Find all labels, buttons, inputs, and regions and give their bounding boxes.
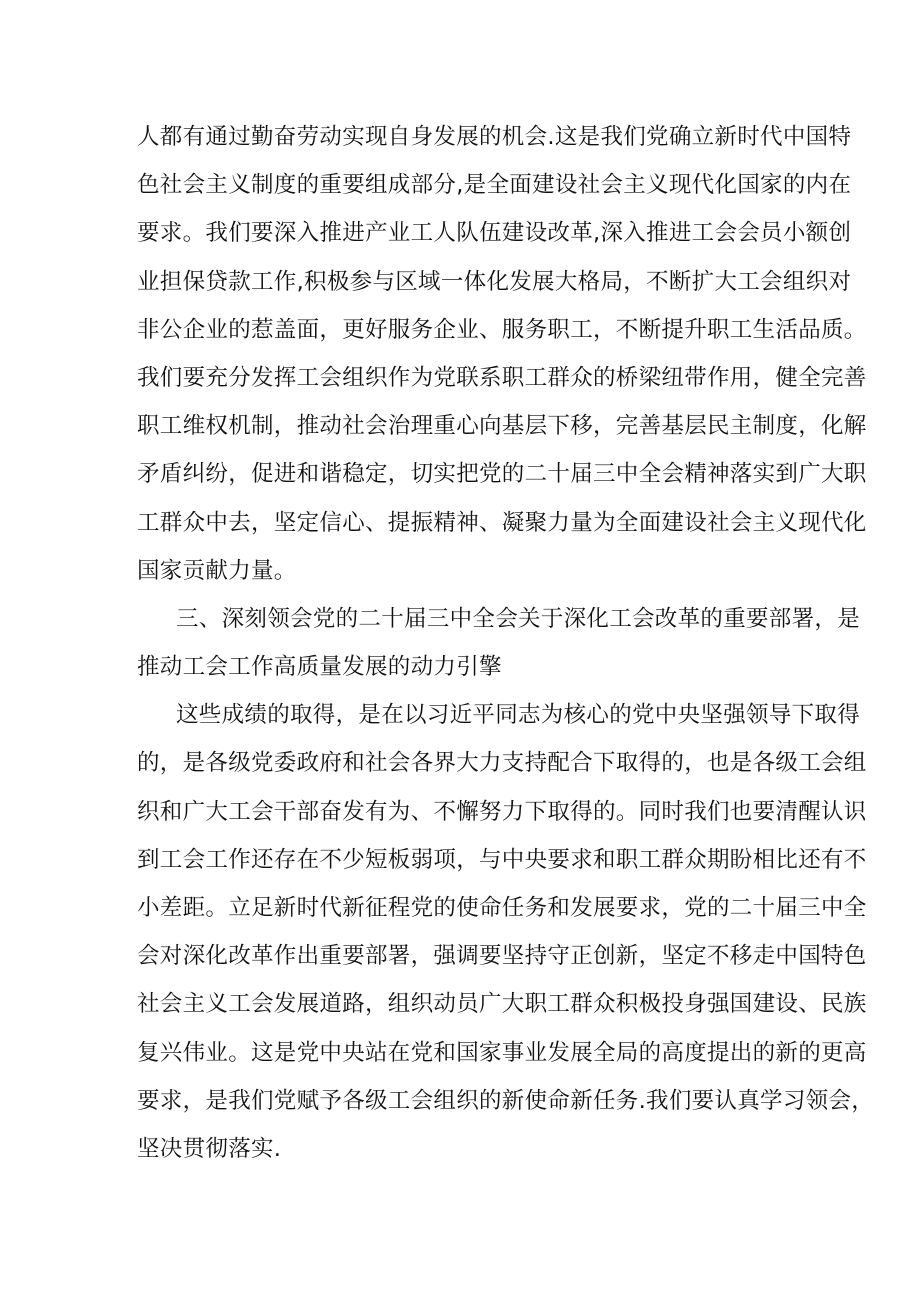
text-line: 工群众中去，坚定信心、提振精神、凝聚力量为全面建设社会主义现代化 (137, 509, 867, 536)
text-line: 的，是各级党委政府和社会各界大力支持配合下取得的，也是各级工会组 (137, 750, 867, 777)
text-line: 复兴伟业。这是党中央站在党和国家事业发展全局的高度提出的新的更高 (137, 1039, 867, 1066)
text-line: 到工会工作还存在不少短板弱项，与中央要求和职工群众期盼相比还有不 (137, 846, 867, 873)
section-heading-line: 三、深刻领会党的二十届三中全会关于深化工会改革的重要部署，是 (176, 605, 861, 632)
document-body (137, 113, 875, 1173)
text-line: 坚决贯彻落实. (137, 1135, 282, 1162)
text-line: 小差距。立足新时代新征程党的使命任务和发展要求，党的二十届三中全 (137, 895, 867, 921)
text-line: 人都有通过勤奋劳动实现自身发展的机会.这是我们党确立新时代中国特 (137, 124, 852, 150)
text-line: 非公企业的惹盖面，更好服务企业、服务职工，不断提升职工生活品质。 (137, 316, 867, 343)
text-line: 这些成绩的取得，是在以习近平同志为核心的党中央坚强领导下取得 (176, 702, 861, 729)
text-line: 职工维权机制，推动社会治理重心向基层下移，完善基层民主制度，化解 (137, 413, 867, 440)
text-line: 织和广大工会干部奋发有为、不懈努力下取得的。同时我们也要清醒认识 (137, 798, 867, 825)
text-line: 国家贡献力量。 (137, 557, 297, 584)
text-line: 要求。我们要深入推进产业工人队伍建设改革,深入推进工会会员小额创 (137, 220, 852, 247)
text-line: 业担保贷款工作,积极参与区域一体化发展大格局，不断扩大工会组织对 (137, 268, 852, 295)
text-line: 社会主义工会发展道路，组织动员广大职工群众积极投身强国建设、民族 (137, 991, 867, 1018)
text-line: 要求，是我们党赋予各级工会组织的新使命新任务.我们要认真学习领会， (137, 1087, 875, 1114)
text-line: 我们要充分发挥工会组织作为党联系职工群众的桥梁纽带作用，健全完善 (137, 364, 867, 391)
text-line: 会对深化改革作出重要部署，强调要坚持守正创新，坚定不移走中国特色 (137, 943, 867, 970)
section-heading-line: 推动工会工作高质量发展的动力引擎 (137, 654, 502, 681)
text-line: 色社会主义制度的重要组成部分,是全面建设社会主义现代化国家的内在 (137, 172, 852, 199)
text-line: 矛盾纠纷，促进和谐稳定，切实把党的二十届三中全会精神落实到广大职 (137, 461, 867, 488)
